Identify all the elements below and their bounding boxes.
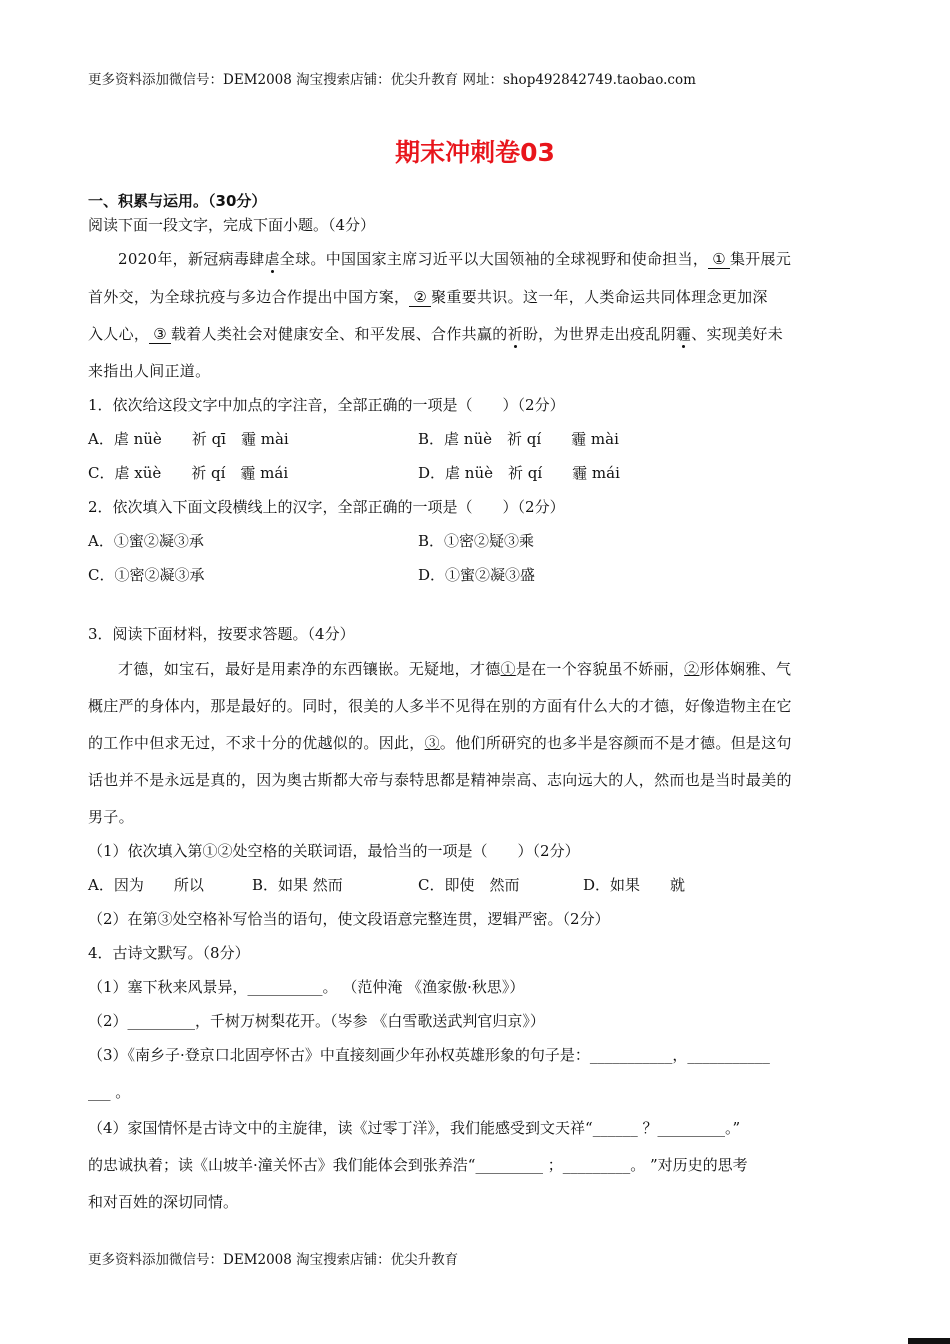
q4-sub-4: （4）家国情怀是古诗文中的主旋律，读《过零丁洋》，我们能感受到文天祥“______ ？_________。” [88,1119,741,1137]
blank-marker: ② [409,288,431,307]
q3-passage-line-5: 男子。 [88,808,134,826]
blank-marker: ③ [424,734,440,752]
passage-text: 是在一个容貌虽不娇丽， [515,660,685,678]
q2-option-d: D．①蜜②凝③盛 [418,566,536,584]
q1-option-b: B．虐 nüè 祈 qí 霾 mài [418,430,619,448]
passage-text: 。他们所研究的也多半是容颜而不是才德。但是这句 [439,734,792,752]
passage-text: 形体娴雅、气 [699,660,792,678]
passage-text: 集开展元 [729,250,792,268]
passage-text: 全球。中国国家主席习近平以大国领袖的全球视野和使命担当， [279,250,709,268]
question-3-stem: 3．阅读下面材料，按要求答题。（4分） [88,625,355,643]
reading-intro: 阅读下面一段文字，完成下面小题。（4分） [88,216,376,234]
passage-text: 才德，如宝石，最好是用素净的东西镶嵌。无疑地，才德 [118,660,501,678]
dotted-char: 霾 [675,325,692,343]
question-4-stem: 4．古诗文默写。（8分） [88,944,250,962]
q1-option-a: A．虐 nüè 祈 qī 霾 mài [88,430,289,448]
blank-marker: ① [708,250,730,269]
passage-line-1 [118,248,791,269]
passage-line-3 [88,323,783,344]
q3-option-a: A．因为 所以 [88,876,204,894]
blank-marker: ① [500,660,516,678]
passage-line-4: 来指出人间正道。 [88,362,211,380]
passage-line-2 [88,286,768,307]
section-heading: 一、积累与运用。（30分） [88,192,267,210]
q3-sub-2: （2）在第③处空格补写恰当的语句，使文段语意完整连贯，逻辑严密。（2分） [88,910,610,928]
q4-sub-2: （2）_________，千树万树梨花开。（岑参 《白雪歌送武判官归京》） [88,1012,545,1030]
q1-option-d: D．虐 nüè 祈 qí 霾 mái [418,464,620,482]
q2-option-b: B．①密②疑③乘 [418,532,535,550]
q4-sub-4-line-2: 的忠诚执着；读《山坡羊·潼关怀古》我们能体会到张养浩“_________ ；_________。 ”对历史的思考 [88,1156,748,1174]
dotted-char: 虐 [264,250,280,268]
q1-option-c: C．虐 xüè 祈 qí 霾 mái [88,464,289,482]
passage-text: 、实现美好未 [691,325,784,343]
q4-sub-3: （3）《南乡子·登京口北固亭怀古》中直接刻画少年孙权英雄形象的句子是：___________，___________ [88,1046,770,1064]
passage-text: 聚重要共识。这一年，人类命运共同体理念更加深 [431,288,768,306]
footer-note: 更多资料添加微信号：DEM2008 淘宝搜索店铺：优尖升教育 [88,1252,459,1268]
q3-passage-line-3 [88,732,792,753]
q2-option-c: C．①密②凝③承 [88,566,205,584]
question-1-stem: 1．依次给这段文字中加点的字注音，全部正确的一项是（ ）（2分） [88,396,565,414]
q3-sub-1: （1）依次填入第①②处空格的关联词语，最恰当的一项是（ ）（2分） [88,842,580,860]
q3-option-b: B．如果 然而 [252,876,343,894]
passage-text: 载着人类社会对健康安全、和平发展、合作共赢的 [170,325,508,343]
question-2-stem: 2．依次填入下面文段横线上的汉字，全部正确的一项是（ ）（2分） [88,498,565,516]
q3-passage-line-4: 话也并不是永远是真的，因为奥古斯都大帝与泰特思都是精神崇高、志向远大的人，然而也是当时最美的 [88,771,792,789]
passage-text: 入人心， [88,325,150,343]
q4-sub-1: （1）塞下秋来风景异，__________。 （范仲淹 《渔家傲·秋思》） [88,978,525,996]
corner-bar [908,1338,950,1344]
q3-passage-line-2: 概庄严的身体内，那是最好的。同时，很美的人多半不见得在别的方面有什么大的才德，好像造物主在它 [88,697,792,715]
passage-text: 的工作中但求无过，不求十分的优越似的。因此， [88,734,425,752]
passage-text: 2020年，新冠病毒肆 [118,250,265,268]
q3-option-d: D．如果 就 [583,876,686,894]
q3-option-c: C．即使 然而 [418,876,520,894]
page-title: 期末冲刺卷03 [395,138,555,167]
dotted-char: 祈 [507,325,523,343]
passage-text: 首外交，为全球抗疫与多边合作提出中国方案， [88,288,410,306]
header-note: 更多资料添加微信号：DEM2008 淘宝搜索店铺：优尖升教育 网址：shop492842749.taobao.com [88,72,696,88]
q4-sub-4-line-3: 和对百姓的深切同情。 [88,1193,239,1211]
q4-sub-3-cont: ___ 。 [88,1083,131,1101]
blank-marker: ③ [149,325,171,344]
blank-marker: ② [684,660,700,678]
q3-passage-line-1 [118,658,791,679]
q2-option-a: A．①蜜②凝③承 [88,532,204,550]
passage-text: 盼，为世界走出疫乱阴 [522,325,676,343]
